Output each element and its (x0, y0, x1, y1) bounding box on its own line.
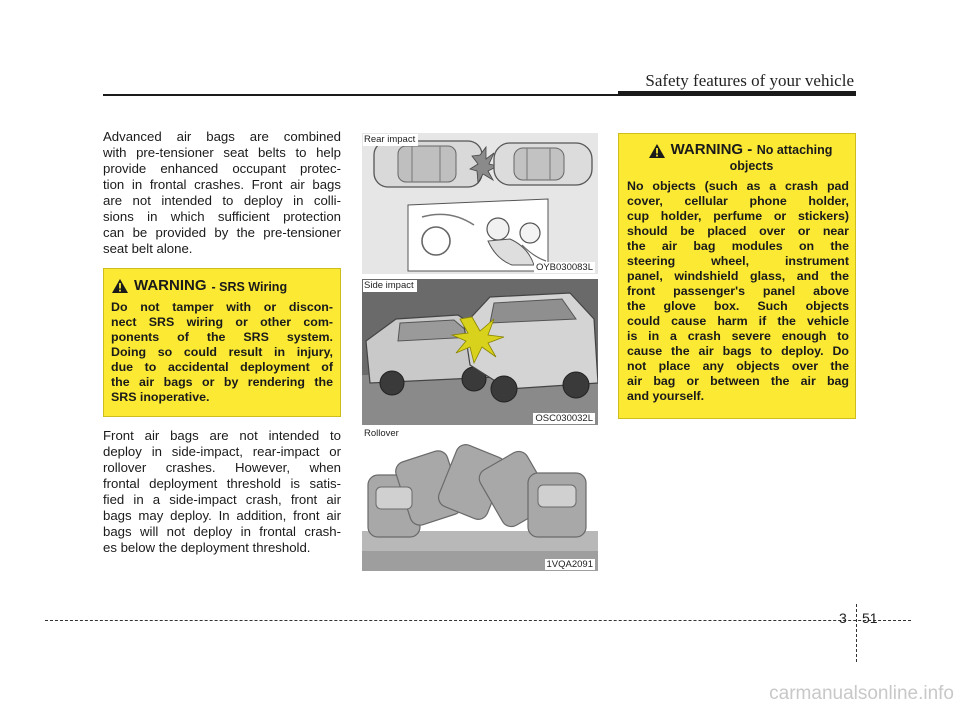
figure-code: 1VQA2091 (546, 559, 593, 570)
rear-impact-illustration (362, 133, 598, 274)
text-line: air bag or between the air bag (627, 374, 849, 388)
warning-subtitle: - SRS Wiring (211, 280, 288, 294)
text-line: front passenger's panel above (627, 284, 849, 298)
warning-header (627, 142, 849, 174)
text-line: provide enhanced occupant protec- (103, 161, 341, 176)
warning-box-srs-wiring (103, 268, 341, 417)
section-title: Safety features of your vehicle (645, 71, 854, 90)
warning-body (111, 300, 333, 405)
text-line: should be placed over or near (627, 224, 849, 238)
paragraph-advanced-air-bags (103, 129, 341, 257)
text-line: are not intended to deploy in colli- (103, 193, 341, 208)
text-line: and yourself. (627, 389, 705, 403)
text-line: Do not tamper with or discon- (111, 300, 333, 314)
text-line: due to accidental deployment of (111, 360, 333, 374)
warning-triangle-icon (648, 143, 666, 159)
warning-title: WARNING - (670, 141, 753, 158)
rollover-illustration (362, 427, 598, 571)
text-line: bags will not deploy in frontal crash- (103, 524, 341, 539)
warning-title: WARNING (134, 277, 207, 294)
warning-triangle-icon (111, 278, 129, 294)
figure-rollover (362, 427, 598, 571)
footer-rule (45, 620, 911, 621)
text-line: deploy in side-impact, rear-impact or (103, 444, 341, 459)
text-line: fied in a side-impact crash, front air (103, 492, 341, 507)
text-line: not place any objects over the (627, 359, 849, 373)
text-line: with pre-tensioner seat belts to help (103, 145, 341, 160)
page-number: 51 (862, 610, 878, 626)
text-line: the air bag modules on the (627, 239, 849, 253)
header-rule-accent (618, 91, 856, 96)
figure-label: Side impact (363, 280, 417, 292)
warning-box-attaching-objects (618, 133, 856, 419)
text-line: ponents of the SRS system. (111, 330, 333, 344)
text-line: Advanced air bags are combined (103, 129, 341, 144)
text-line: cover, cellular phone holder, (627, 194, 849, 208)
text-line: steering wheel, instrument (627, 254, 849, 268)
text-line: panel, windshield glass, and the (627, 269, 849, 283)
warning-body (627, 179, 849, 404)
text-line: rollover crashes. However, when (103, 460, 341, 475)
text-line: Front air bags are not intended to (103, 428, 341, 443)
figure-code: OSC030032L (535, 413, 593, 424)
text-line: frontal deployment threshold is satis- (103, 476, 341, 491)
watermark: carmanualsonline.info (769, 683, 954, 704)
figure-rear-impact (362, 133, 598, 274)
text-line: seat belt alone. (103, 241, 193, 256)
figure-label: Rollover (363, 428, 402, 440)
paragraph-front-air-bags (103, 428, 341, 556)
text-line: the air bags or by rendering the (111, 375, 333, 389)
text-line: can be provided by the pre-tensioner (103, 225, 341, 240)
chapter-number: 3 (839, 610, 847, 626)
text-line: tion in frontal crashes. Front air bags (103, 177, 341, 192)
warning-subtitle: objects (729, 159, 774, 173)
warning-subtitle: No attaching (756, 143, 833, 157)
warning-header (111, 277, 333, 294)
text-line: cup holder, perfume or stickers) (627, 209, 849, 223)
text-line: is in a crash severe enough to (627, 329, 849, 343)
text-line: nect SRS wiring or other com- (111, 315, 333, 329)
text-line: cause the air bags to deploy. Do (627, 344, 849, 358)
text-line: sions in which sufficient protection (103, 209, 341, 224)
text-line: es below the deployment threshold. (103, 540, 311, 555)
side-impact-illustration (362, 279, 598, 425)
text-line: bags may deploy. In addition, front air (103, 508, 341, 523)
figure-code: OYB030083L (535, 262, 593, 273)
text-line: could cause harm if the vehicle (627, 314, 849, 328)
text-line: No objects (such as a crash pad (627, 179, 849, 193)
text-line: SRS inoperative. (111, 390, 210, 404)
figure-side-impact (362, 279, 598, 425)
figure-label: Rear impact (363, 134, 418, 146)
text-line: the glove box. Such objects (627, 299, 849, 313)
footer-divider (856, 604, 857, 662)
text-line: Doing so could result in injury, (111, 345, 333, 359)
